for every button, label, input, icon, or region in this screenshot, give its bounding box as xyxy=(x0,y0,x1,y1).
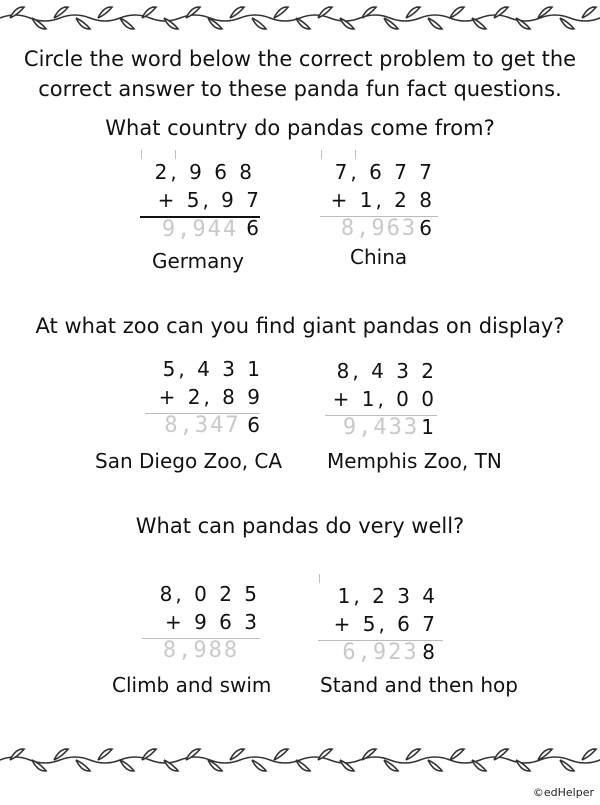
addend-bottom: + 5, 9 7 6 xyxy=(157,188,262,240)
addend-bottom: + 2, 8 9 6 xyxy=(158,385,263,437)
penciled-answer: 8,347 xyxy=(164,413,241,438)
instructions-line-1: Circle the word below the correct problem to get the xyxy=(23,47,577,71)
carry-marks: | xyxy=(318,574,336,584)
question-3: What can pandas do very well? xyxy=(135,514,465,538)
penciled-answer: 9,944 xyxy=(161,217,239,242)
addend-bottom: + 1, 2 8 6 xyxy=(330,188,435,240)
vine-border-bottom xyxy=(0,740,600,780)
addend-top: 7, 6 7 7 xyxy=(334,160,435,184)
problem-1b xyxy=(320,150,480,241)
answer-word-san-diego[interactable]: San Diego Zoo, CA xyxy=(95,449,283,473)
addend-bottom: + 5, 6 7 8 xyxy=(333,612,438,664)
answer-word-climb-swim[interactable]: Climb and swim xyxy=(112,673,272,697)
answer-word-china[interactable]: China xyxy=(350,245,408,269)
addend-bottom: + 1, 0 0 1 xyxy=(332,387,437,439)
carry-marks: | | xyxy=(140,150,191,160)
addend-top: 5, 4 3 1 xyxy=(162,357,263,381)
problem-3b xyxy=(318,574,478,665)
addend-top: 8, 4 3 2 xyxy=(336,359,437,383)
vine-border-top xyxy=(0,0,600,40)
addend-bottom: + 9 6 3 xyxy=(164,610,260,634)
answer-word-stand-hop[interactable]: Stand and then hop xyxy=(320,673,518,697)
problem-2b xyxy=(325,357,485,440)
question-2: At what zoo can you find giant pandas on display? xyxy=(35,314,565,338)
addend-top: 8, 0 2 5 xyxy=(159,582,260,606)
penciled-answer: 8,963 xyxy=(340,216,418,241)
penciled-answer: 9,433 xyxy=(342,415,420,440)
copyright: ©edHelper xyxy=(532,786,594,799)
instructions xyxy=(0,44,600,104)
problem-3a xyxy=(142,580,302,663)
addend-top: 1, 2 3 4 xyxy=(337,584,438,608)
penciled-answer: 8,988 xyxy=(162,638,240,663)
problem-2a xyxy=(145,355,305,438)
carry-marks: | | xyxy=(320,150,371,160)
question-1: What country do pandas come from? xyxy=(105,116,495,140)
answer-word-memphis[interactable]: Memphis Zoo, TN xyxy=(327,449,502,473)
addend-top: 2, 9 6 8 xyxy=(154,160,255,184)
instructions-line-2: correct answer to these panda fun fact questions. xyxy=(38,77,562,101)
answer-word-germany[interactable]: Germany xyxy=(152,249,244,273)
penciled-answer: 6,923 xyxy=(342,640,419,665)
problem-1a xyxy=(140,150,300,242)
